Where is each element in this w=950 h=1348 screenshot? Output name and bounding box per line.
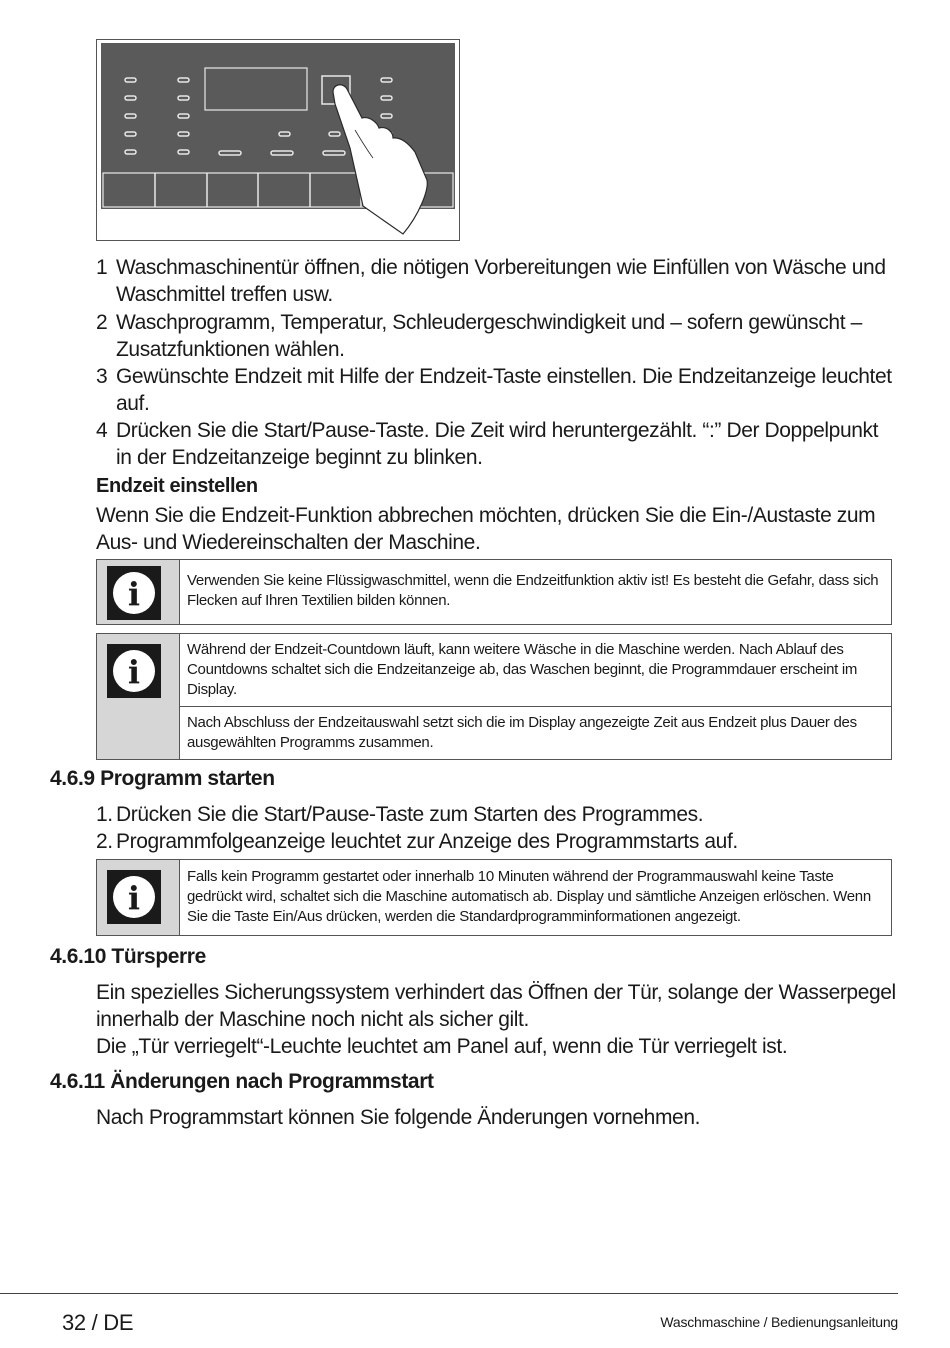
paragraph: Ein spezielles Sicherungssystem verhindert das Öffnen der Tür, solange der Wasserpegel innerhalb der Maschine noch nicht als sicher gilt.	[96, 981, 896, 1031]
info-note	[96, 859, 892, 936]
info-note	[96, 633, 892, 760]
info-note-text: Nach Abschluss der Endzeitauswahl setzt sich die im Display angezeigte Zeit aus Endzeit plus Dauer des ausgewählten Programms zusammen.	[187, 714, 857, 751]
list-item	[96, 828, 896, 855]
paragraph-endzeit: Wenn Sie die Endzeit-Funktion abbrechen möchten, drücken Sie die Ein-/Austaste zum Aus- und Wiedereinschalten der Maschine.	[96, 504, 876, 554]
info-note-sidebar	[97, 860, 180, 935]
info-note-divider	[179, 706, 891, 707]
info-icon	[107, 644, 161, 698]
step-text: Waschprogramm, Temperatur, Schleudergeschwindigkeit und – sofern gewünscht – Zusatzfunktionen wählen.	[116, 311, 862, 361]
step-text: Drücken Sie die Start/Pause-Taste. Die Zeit wird heruntergezählt. “:” Der Doppelpunkt in der Endzeitanzeige beginnt zu blinken.	[116, 419, 879, 469]
info-note-text: Während der Endzeit-Countdown läuft, kann weitere Wäsche in die Maschine werden. Nach Ablauf des Countdowns schaltet sich die Endzeitanzeige ab, das Waschen beginnt, die Programmdauer erscheint im Display.	[187, 641, 858, 698]
section-heading: 4.6.10 Türsperre	[50, 945, 206, 968]
step-text: Gewünschte Endzeit mit Hilfe der Endzeit-Taste einstellen. Die Endzeitanzeige leuchtet auf.	[116, 365, 892, 415]
paragraph: Die „Tür verriegelt“-Leuchte leuchtet am Panel auf, wenn die Tür verriegelt ist.	[96, 1035, 788, 1058]
step-text: Drücken Sie die Start/Pause-Taste zum Starten des Programmes.	[116, 803, 704, 826]
step-number: 4	[96, 419, 108, 442]
info-note	[96, 559, 892, 625]
list-item	[96, 801, 896, 828]
page-number: 32 / DE	[62, 1310, 134, 1335]
info-icon-glyph: i	[127, 653, 141, 691]
paragraph: Nach Programmstart können Sie folgende Änderungen vornehmen.	[96, 1106, 701, 1129]
info-note-text: Falls kein Programm gestartet oder innerhalb 10 Minuten während der Programmauswahl keine Taste gedrückt wird, schaltet sich die Maschine automatisch ab. Display und sämtliche Anzeigen erlöschen. Wenn Sie die Taste Ein/Aus drücken, werden die Standardprogramminformationen angezeigt.	[187, 868, 871, 925]
step-text: Programmfolgeanzeige leuchtet zur Anzeige des Programmstarts auf.	[116, 830, 738, 853]
step-number: 1.	[96, 803, 113, 826]
info-note-sidebar	[97, 634, 180, 759]
info-icon-glyph: i	[127, 879, 141, 917]
section-heading: 4.6.9 Programm starten	[50, 767, 275, 790]
list-item	[96, 363, 896, 417]
info-icon	[107, 566, 161, 620]
subheading-endzeit: Endzeit einstellen	[96, 475, 258, 497]
step-text: Waschmaschinentür öffnen, die nötigen Vorbereitungen wie Einfüllen von Wäsche und Waschmittel treffen usw.	[116, 256, 886, 306]
step-number: 2	[96, 311, 108, 334]
list-item	[96, 254, 896, 308]
step-number: 2.	[96, 830, 113, 853]
control-panel-illustration	[96, 39, 460, 241]
step-number: 3	[96, 365, 108, 388]
step-number: 1	[96, 256, 108, 279]
info-note-sidebar	[97, 560, 180, 624]
list-item	[96, 309, 896, 363]
info-note-text: Verwenden Sie keine Flüssigwaschmittel, wenn die Endzeitfunktion aktiv ist! Es besteht die Gefahr, dass sich Flecken auf Ihren Textilien bilden können.	[187, 572, 879, 609]
footer-title: Waschmaschine / Bedienungsanleitung	[660, 1314, 898, 1330]
list-item	[96, 417, 896, 471]
info-icon-glyph: i	[127, 575, 141, 613]
section-heading: 4.6.11 Änderungen nach Programmstart	[50, 1070, 434, 1093]
footer-divider	[0, 1293, 898, 1294]
info-icon	[107, 870, 161, 924]
